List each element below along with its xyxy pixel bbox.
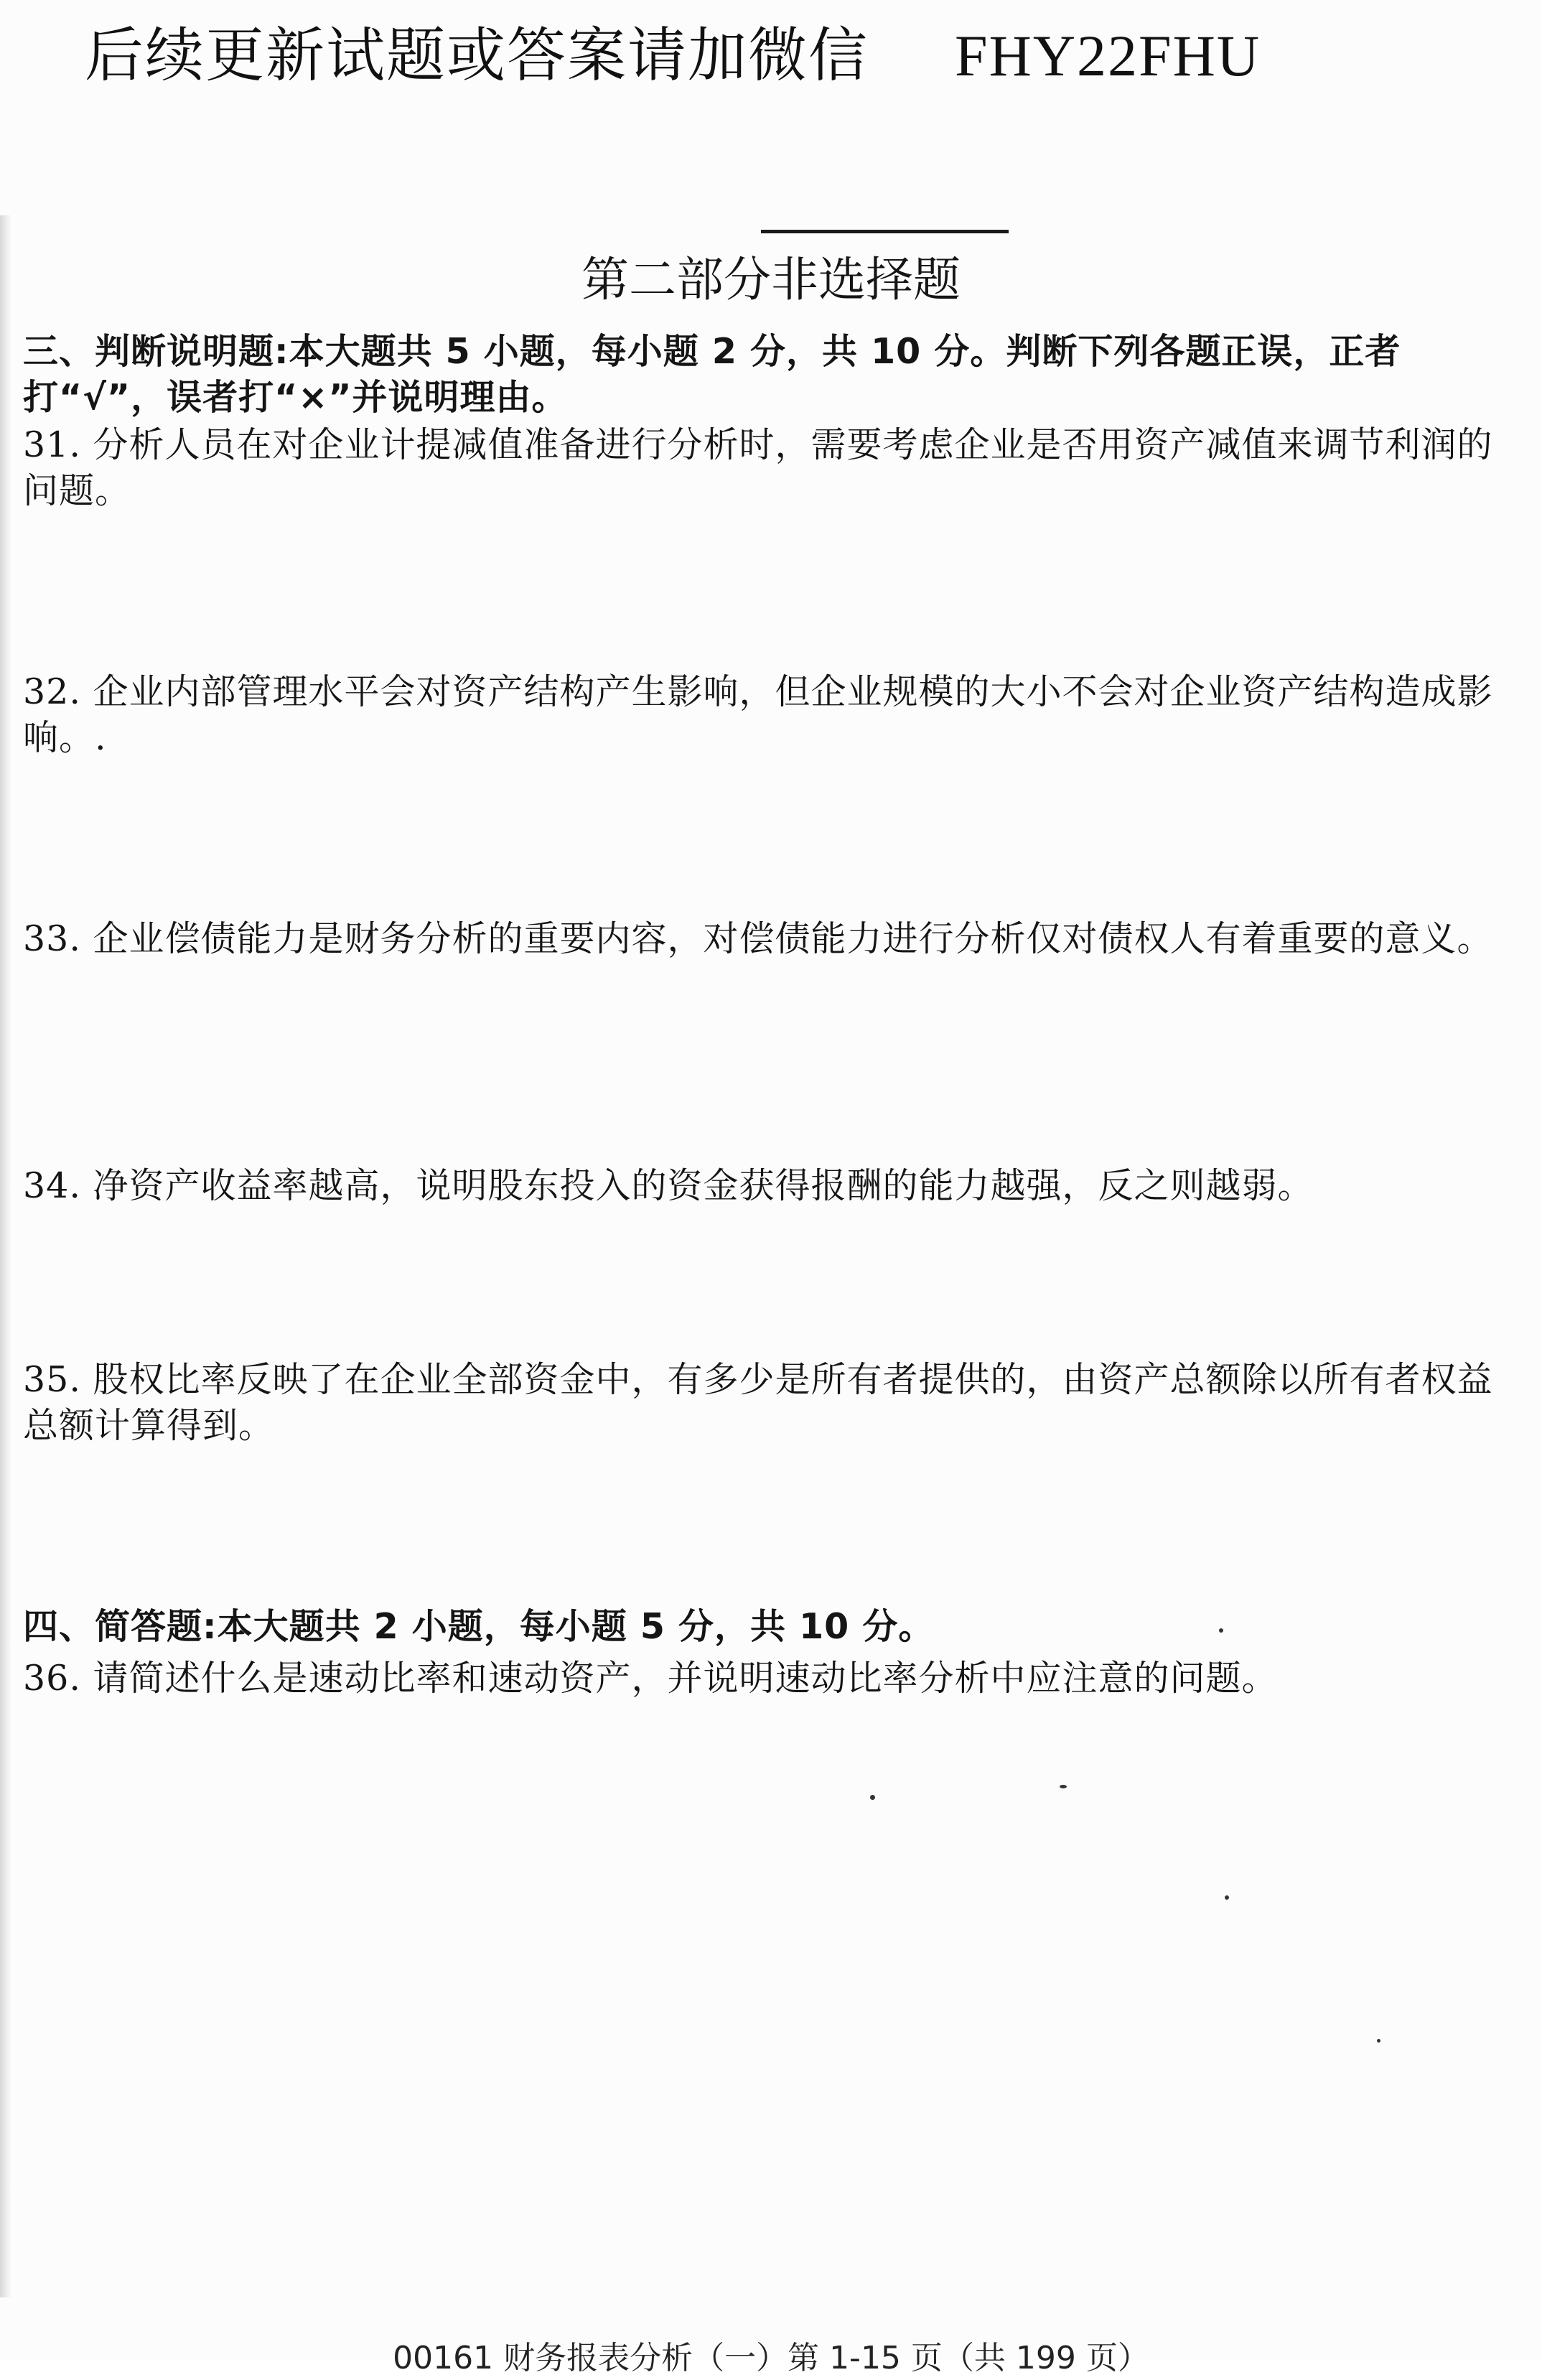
part-title: 第二部分非选择题 [581,252,961,307]
question-32: 32. 企业内部管理水平会对资产结构产生影响，但企业规模的大小不会对企业资产结构造成影响。. [23,671,1493,758]
section3-heading: 三、判断说明题:本大题共 5 小题，每小题 2 分，共 10 分。判断下列各题正误，正者打“√”，误者打“×”并说明理由。 [23,331,1401,418]
scan-speck [1377,2039,1380,2043]
question-34: 34. 净资产收益率越高，说明股东投入的资金获得报酬的能力越强，反之则越弱。 [23,1165,1314,1206]
scan-speck [1225,1895,1229,1900]
question-36: 36. 请简述什么是速动比率和速动资产，并说明速动比率分析中应注意的问题。 [23,1658,1278,1699]
scan-speck [1060,1785,1067,1788]
scan-edge-shadow [0,215,11,2297]
question-33: 33. 企业偿债能力是财务分析的重要内容，对偿债能力进行分析仅对债权人有着重要的意义。 [23,918,1493,959]
title-rule [761,230,1009,233]
scan-speck [870,1795,875,1800]
section4-heading: 四、简答题:本大题共 2 小题，每小题 5 分，共 10 分。 [23,1606,935,1647]
header-notice [85,13,1470,99]
scan-speck [1219,1628,1223,1633]
question-35: 35. 股权比率反映了在企业全部资金中，有多少是所有者提供的，由资产总额除以所有者权益总额计算得到。 [23,1359,1493,1446]
question-31: 31. 分析人员在对企业计提减值准备进行分析时，需要考虑企业是否用资产减值来调节利润的问题。 [23,424,1493,511]
page-footer: 00161 财务报表分析（一）第 1-15 页（共 199 页） [393,2340,1149,2376]
header-notice-text: 后续更新试题或答案请加微信 [85,22,869,90]
header-contact-id: FHY22FHU [955,23,1261,88]
